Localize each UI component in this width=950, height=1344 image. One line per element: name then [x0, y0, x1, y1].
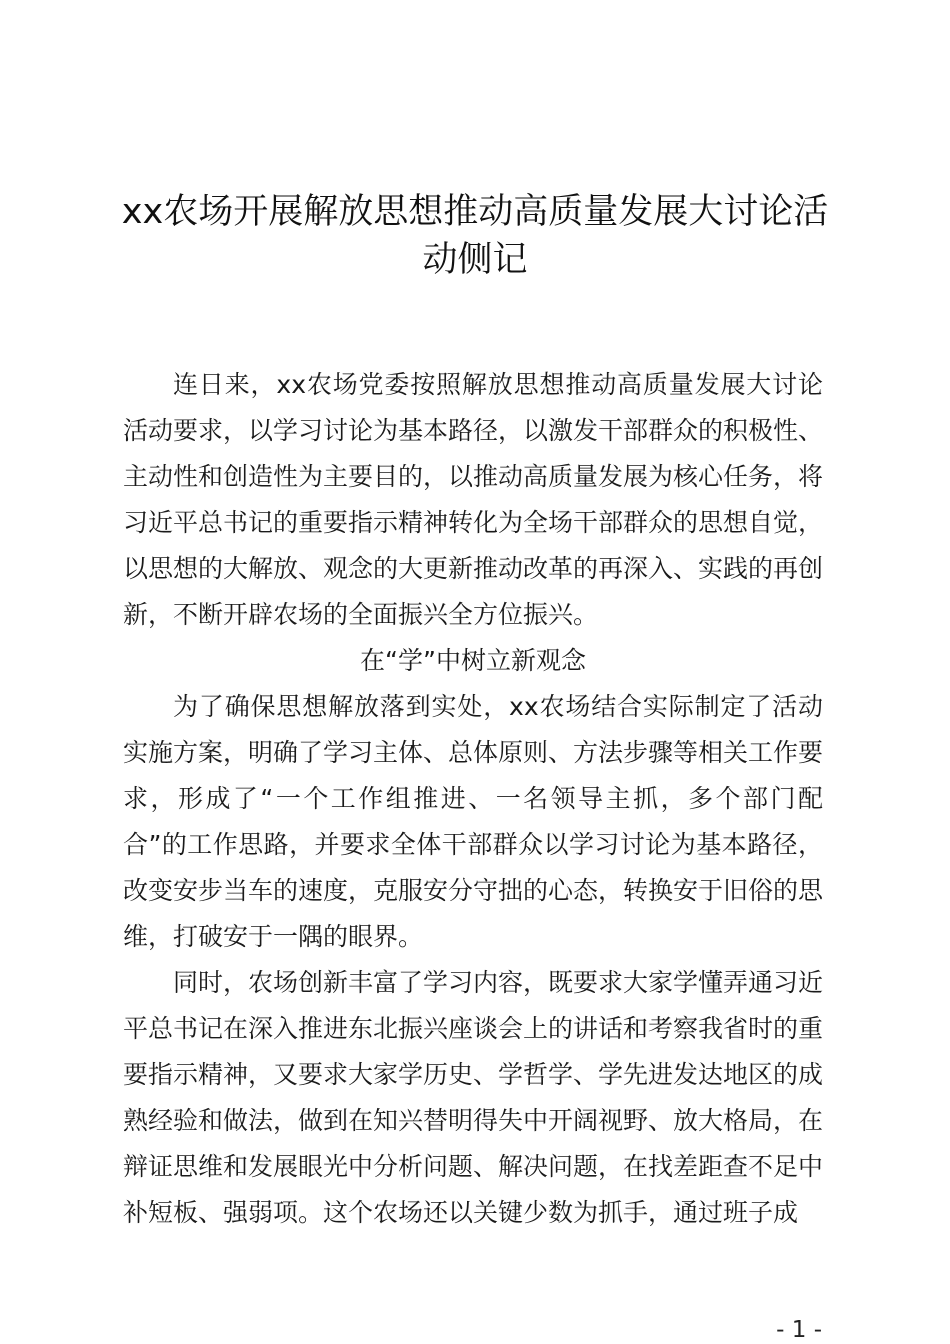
paragraph-content: 同时，农场创新丰富了学习内容，既要求大家学懂弄通习近平总书记在深入推进东北振兴座谈会上的讲话和考察我省时的重要指示精神，又要求大家学历史、学哲学、学先进发达地区的成熟经验和做法，做到在知兴替明得失中开阔视野、放大格局，在辩证思维和发展眼光中分析问题、解决问题，在找差距查不足中补短板、强弱项。这个农场还以关键少数为抓手，通过班子成 [123, 968, 824, 1227]
document-body [123, 362, 823, 1236]
paragraph-plan: 为了确保思想解放落到实处，xx农场结合实际制定了活动实施方案，明确了学习主体、总体原则、方法步骤等相关工作要求，形成了“一个工作组推进、一名领导主抓，多个部门配合”的工作思路，并要求全体干部群众以学习讨论为基本路径，改变安步当车的速度，克服安分守拙的心态，转换安于旧俗的思维，打破安于一隅的眼界。 [123, 692, 824, 951]
section-heading: 在“学”中树立新观念 [360, 646, 586, 675]
paragraph-intro: 连日来，xx农场党委按照解放思想推动高质量发展大讨论活动要求，以学习讨论为基本路径，以激发干部群众的积极性、主动性和创造性为主要目的，以推动高质量发展为核心任务，将习近平总书记的重要指示精神转化为全场干部群众的思想自觉，以思想的大解放、观念的大更新推动改革的再深入、实践的再创新，不断开辟农场的全面振兴全方位振兴。 [123, 370, 824, 629]
document-title [100, 188, 850, 284]
document-title-line-2: 动侧记 [422, 240, 528, 280]
page-number: - 1 - [776, 1317, 822, 1343]
document-title-line-1: xx农场开展解放思想推动高质量发展大讨论活 [121, 192, 829, 232]
